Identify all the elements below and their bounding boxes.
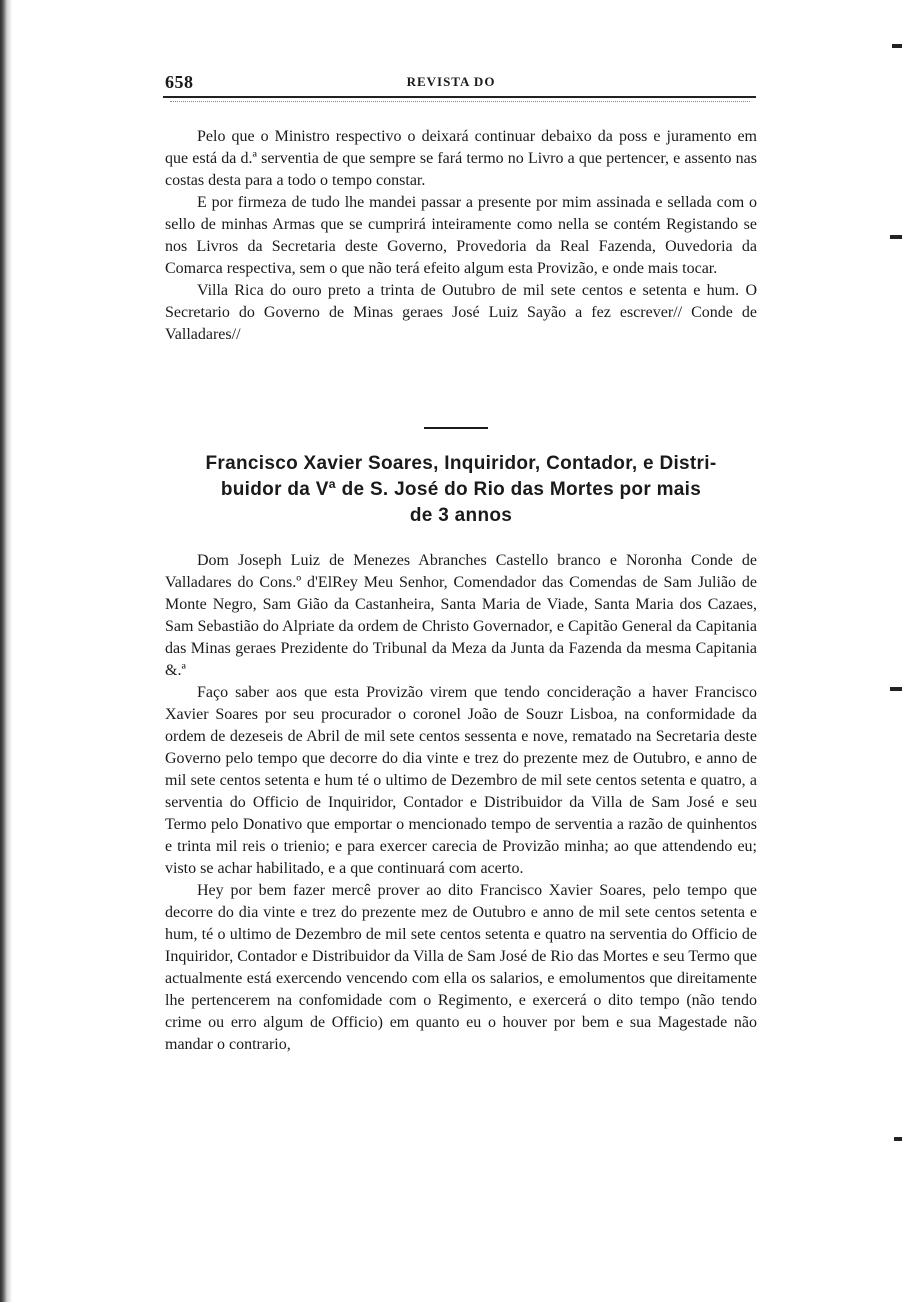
header-rule-dotted	[170, 101, 750, 102]
page-number: 658	[165, 72, 194, 92]
paragraph: E por firmeza de tudo lhe mandei passar a presente por mim assinada e sellada com o sello de minhas Armas que se cumprirá inteiramente como nella se contém Registando se nos Livros da Secretaria deste Governo, Provedoria da Real Fazenda, Ouvedoria da Comarca respectiva, sem o que não terá efeito algum esta Provizão, e onde mais tocar.	[165, 194, 757, 277]
paragraph: Villa Rica do ouro preto a trinta de Outubro de mil sete centos e setenta e hum. O Secretario do Governo de Minas geraes José Luiz Sayão a fez escrever// Conde de Valladares//	[165, 282, 757, 343]
section-title-line: buidor da Vª de S. José do Rio das Mortes por mais	[220, 479, 702, 500]
scan-mark	[894, 1137, 902, 1141]
page-binding-edge	[0, 0, 12, 1302]
section-title-line: de 3 annos	[409, 505, 513, 526]
section-divider	[424, 427, 488, 429]
scan-mark	[892, 44, 902, 48]
section-title-line: Francisco Xavier Soares, Inquiridor, Contador, e Distri-	[205, 453, 717, 474]
paragraph: Pelo que o Ministro respectivo o deixará continuar debaixo da poss e juramento em que está da d.ª serventia de que sempre se fará termo no Livro a que pertencer, e assento nas costas desta para a todo o tempo constar.	[165, 128, 757, 189]
paragraph: Dom Joseph Luiz de Menezes Abranches Castello branco e Noronha Conde de Valladares do Cons.º d'ElRey Meu Senhor, Comendador das Comendas de Sam Julião de Monte Negro, Sam Gião da Castanheira, Santa Maria de Viade, Santa Maria dos Cazaes, Sam Sebastião do Alpriate da ordem de Christo Governador, e Capitão General da Capitania das Minas geraes Prezidente do Tribunal da Meza da Junta da Fazenda da mesma Capitania &.ª	[165, 552, 757, 679]
header-rule	[163, 96, 756, 98]
running-head: REVISTA DO	[406, 74, 496, 89]
scan-mark	[890, 235, 902, 239]
text-block-provision	[165, 550, 757, 1056]
text-block-continuation	[165, 126, 757, 346]
paragraph: Faço saber aos que esta Provizão virem que tendo concideração a haver Francisco Xavier Soares por seu procurador o coronel João de Souzr Lisboa, na conformidade da ordem de dezeseis de Abril de mil sete centos sessenta e nove, rematado na Secretaria deste Governo pelo tempo que decorre do dia vinte e trez do prezente mez de Outubro, e anno de mil sete centos setenta e hum té o ultimo de Dezembro de mil sete centos setenta e quatro, a serventia do Officio de Inquiridor, Contador e Distribuidor da Villa de Sam José e seu Termo pelo Donativo que emportar o mencionado tempo de serventia a razão de quinhentos e trinta mil reis o trienio; e para exercer carecia de Provizão minha; ao que attendendo eu; visto se achar habilitado, e a que continuará com acerto.	[165, 684, 757, 877]
paragraph: Hey por bem fazer mercê prover ao dito Francisco Xavier Soares, pelo tempo que decorre do dia vinte e trez do prezente mez de Outubro e anno de mil sete centos setenta e hum, té o ultimo de Dezembro de mil sete centos setenta e quatro na serventia do Officio de Inquiridor, Contador e Distribuidor da Villa de Sam José de Rio das Mortes e seu Termo que actualmente está exercendo vencendo com ella os salarios, e emolumentos que direitamente lhe pertencerem na confomidade com o Regimento, e exercerá o dito tempo (não tendo crime ou erro algum de Officio) em quanto eu o houver por bem e sua Magestade não mandar o contrario,	[165, 882, 757, 1053]
section-title	[165, 451, 757, 529]
scan-mark	[890, 687, 902, 691]
